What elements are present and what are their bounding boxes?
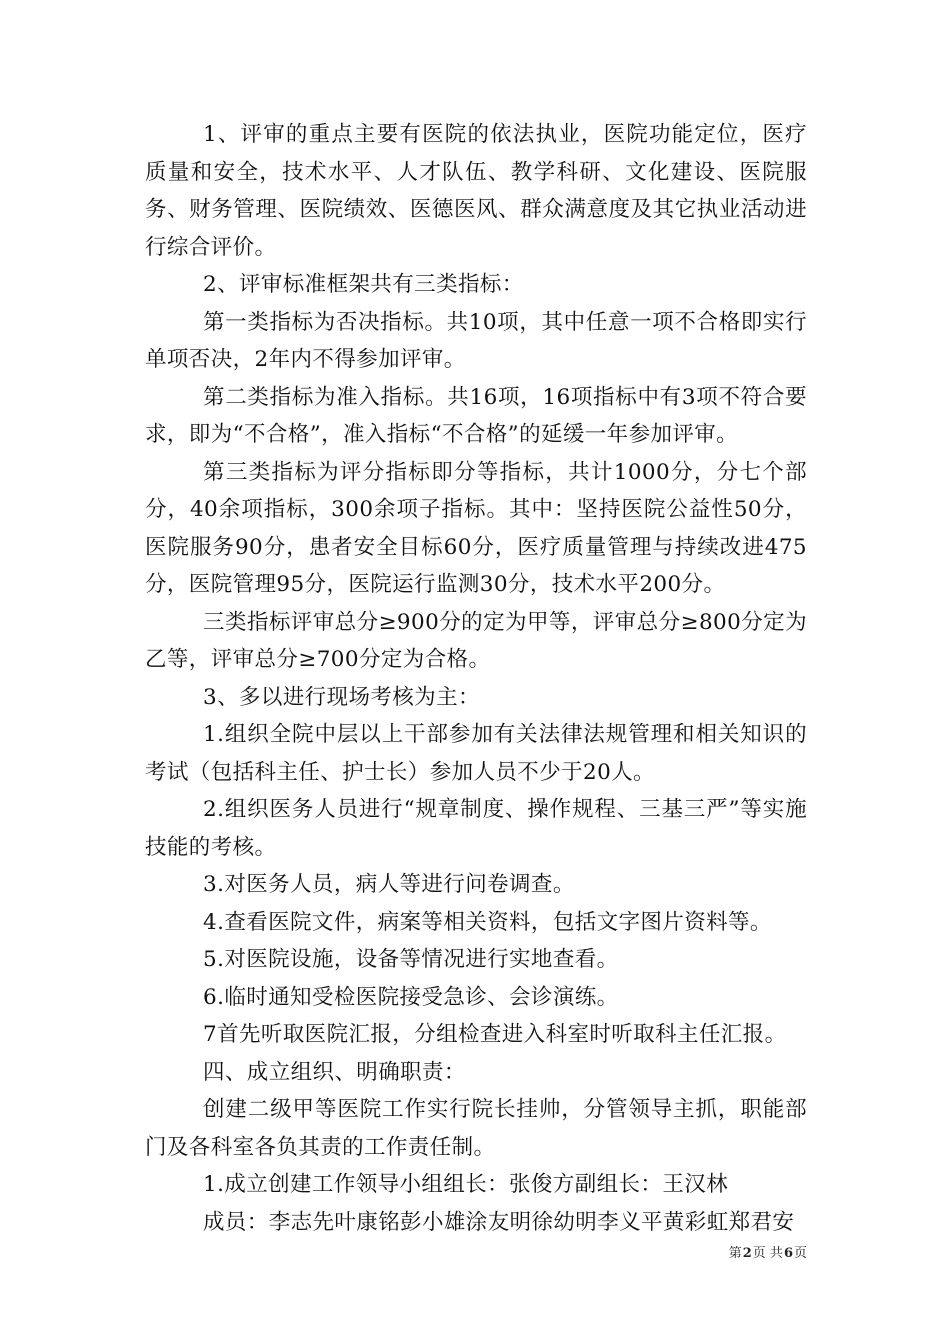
paragraph-grade-thresholds: 三类指标评审总分≥900分的定为甲等，评审总分≥800分定为乙等，评审总分≥700分定为合格。 <box>145 609 807 672</box>
paragraph-responsibility-system: 创建二级甲等医院工作实行院长挂帅，分管领导主抓，职能部门及各科室各负其责的工作责任制。 <box>145 1097 807 1160</box>
list-item-hospital-report: 7首先听取医院汇报，分组检查进入科室时听取科主任汇报。 <box>203 1022 787 1047</box>
paragraph-standard-framework: 2、评审标准框架共有三类指标： <box>203 272 524 297</box>
paragraph-leadership-group: 1.成立创建工作领导小组组长：张俊方副组长：王汉林 <box>203 1172 729 1197</box>
footer-suffix: 页 <box>793 1246 807 1261</box>
list-item-skills-assessment: 2.组织医务人员进行“规章制度、操作规程、三基三严”等实施技能的考核。 <box>145 797 807 860</box>
paragraph-scoring-indicators: 第三类指标为评分指标即分等指标，共计1000分，分七个部分，40余项指标，300余项子指标。其中：坚持医院公益性50分，医院服务90分，患者安全目标60分，医疗质量管理与持续改进475分，医院管理95分，医院运行监测30分，技术水平200分。 <box>145 459 807 597</box>
paragraph-entry-indicators: 第二类指标为准入指标。共16项，16项指标中有3项不符合要求，即为“不合格”，准入指标“不合格”的延缓一年参加评审。 <box>145 384 807 447</box>
paragraph-onsite-assessment: 3、多以进行现场考核为主： <box>203 684 480 710</box>
list-item-exam: 1.组织全院中层以上干部参加有关法律法规管理和相关知识的考试（包括科主任、护士长）参加人员不少于20人。 <box>145 722 807 785</box>
footer-prefix: 第 <box>728 1246 742 1261</box>
list-item-document-review: 4.查看医院文件，病案等相关资料，包括文字图片资料等。 <box>203 909 772 935</box>
paragraph-members: 成员：李志先叶康铭彭小雄涂友明徐幼明李义平黄彩虹郑君安 <box>203 1209 795 1235</box>
paragraph-veto-indicators: 第一类指标为否决指标。共10项，其中任意一项不合格即实行单项否决，2年内不得参加评审。 <box>145 309 807 372</box>
section-heading-organization: 四、成立组织、明确职责： <box>203 1059 466 1085</box>
list-item-emergency-drill: 6.临时通知受检医院接受急诊、会诊演练。 <box>203 984 619 1010</box>
footer-current-page: 2 <box>742 1246 752 1261</box>
paragraph-review-focus: 1、评审的重点主要有医院的依法执业，医院功能定位，医疗质量和安全，技术水平、人才队伍、教学科研、文化建设、医院服务、财务管理、医院绩效、医德医风、群众满意度及其它执业活动进行综合评价。 <box>145 122 807 260</box>
page-footer <box>729 1245 807 1263</box>
footer-middle: 页 共 <box>752 1246 783 1261</box>
document-body <box>145 116 807 1241</box>
list-item-facility-inspection: 5.对医院设施，设备等情况进行实地查看。 <box>203 947 619 972</box>
footer-total-pages: 6 <box>783 1246 793 1261</box>
list-item-questionnaire: 3.对医务人员，病人等进行问卷调查。 <box>203 872 575 897</box>
